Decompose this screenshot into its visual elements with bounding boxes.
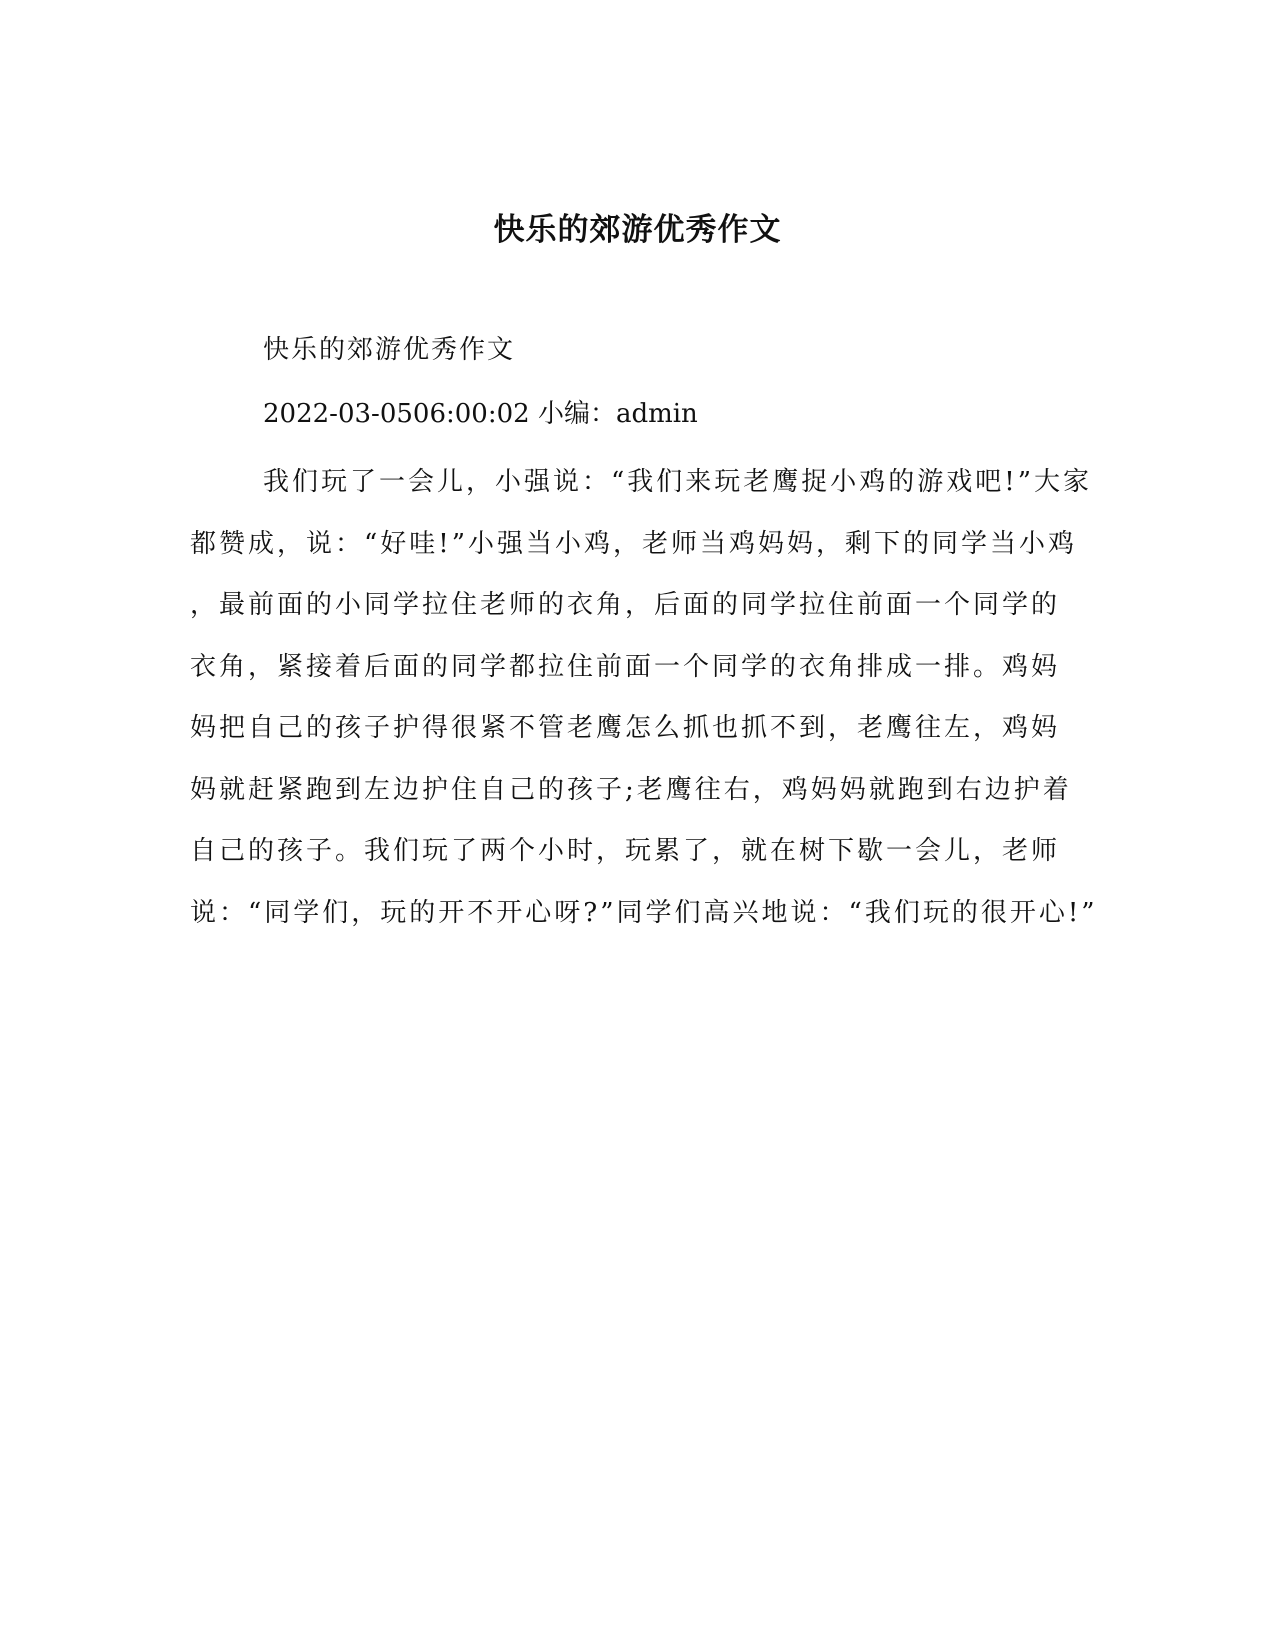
body-line: 都赞成，说：“好哇!”小强当小鸡，老师当鸡妈妈，剩下的同学当小鸡: [190, 528, 1078, 559]
body-line: 妈就赶紧跑到左边护住自己的孩子;老鹰往右，鸡妈妈就跑到右边护着: [190, 774, 1072, 805]
document-title: 快乐的郊游优秀作文: [493, 212, 782, 248]
body-line: 衣角，紧接着后面的同学都拉住前面一个同学的衣角排成一排。鸡妈: [190, 651, 1061, 682]
body-line: ，最前面的小同学拉住老师的衣角，后面的同学拉住前面一个同学的: [190, 590, 1061, 620]
body-line: 妈把自己的孩子护得很紧不管老鹰怎么抓也抓不到，老鹰往左，鸡妈: [190, 713, 1061, 743]
article-meta: 2022-03-0506:00:02 小编：admin: [263, 399, 698, 429]
article-subtitle: 快乐的郊游优秀作文: [263, 335, 516, 365]
body-line: 说：“同学们，玩的开不开心呀?”同学们高兴地说：“我们玩的很开心!”: [190, 897, 1098, 928]
article-body: [190, 452, 1098, 944]
body-line: 我们玩了一会儿，小强说：“我们来玩老鹰捉小鸡的游戏吧!”大家: [263, 467, 1093, 497]
body-line: 自己的孩子。我们玩了两个小时，玩累了，就在树下歇一会儿，老师: [190, 836, 1061, 866]
